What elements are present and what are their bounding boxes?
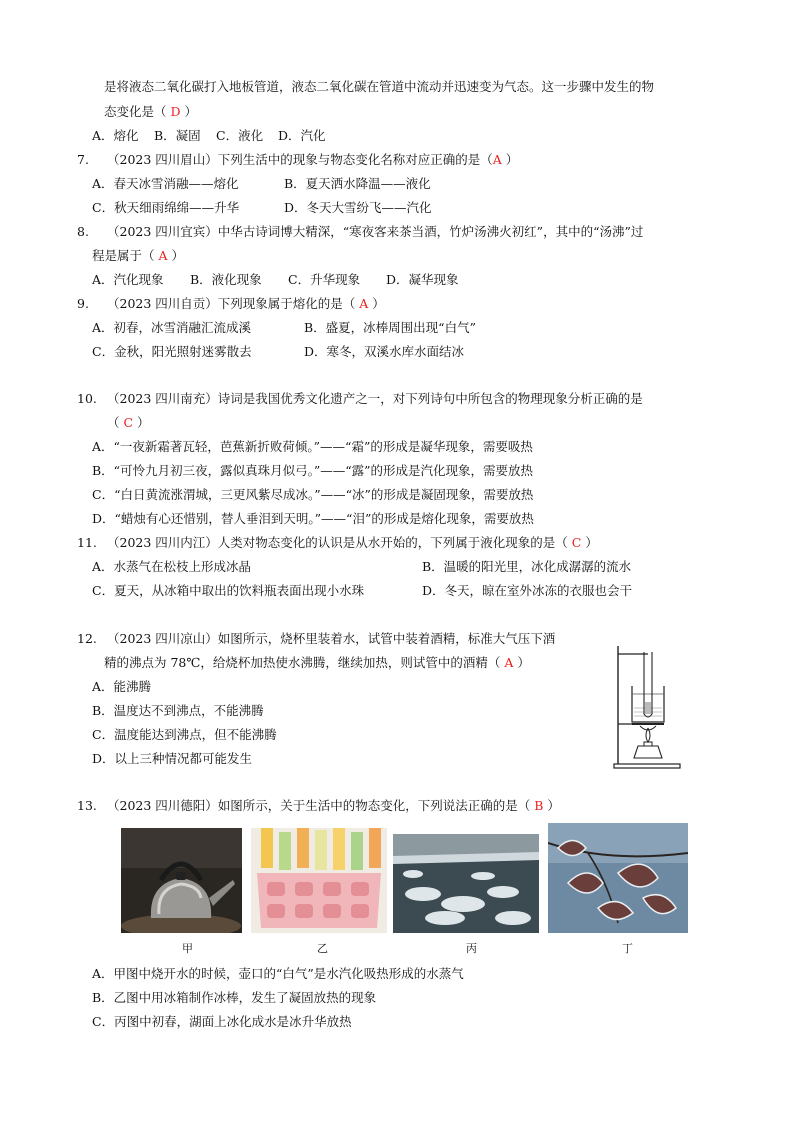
option: C．丙图中初春，湖面上冰化成水是冰升华放热 — [92, 1014, 352, 1029]
question-number: 13. — [77, 798, 97, 813]
answer-mark: C — [123, 415, 134, 430]
question-8-stem: 8. （2023 四川宜宾）中华古诗词博大精深，“寒夜客来茶当酒，竹炉汤沸火初红”，其中的“汤沸”过 — [77, 224, 644, 239]
option: B．凝固 — [154, 128, 201, 143]
option: D．凝华现象 — [386, 272, 459, 287]
option: B．“可怜九月初三夜，露似真珠月似弓。”——“露”的形成是汽化现象，需要放热 — [92, 463, 533, 478]
answer-mark: A — [359, 296, 369, 311]
options-row — [92, 199, 432, 217]
option: A．春天冰雪消融——熔化 — [92, 176, 239, 191]
question-10-stem: 10. （2023 四川南充）诗词是我国优秀文化遗产之一，对下列诗句中所包含的物理现象分析正确的是 — [77, 391, 643, 406]
answer-mark: C — [571, 535, 582, 550]
question-9-stem: 9. （2023 四川自贡）下列现象属于熔化的是（ A ） — [77, 296, 385, 311]
question-number: 11. — [77, 535, 97, 550]
options-row — [92, 271, 459, 289]
answer-mark: A — [492, 152, 502, 167]
question-11-stem: 11. （2023 四川内江）人类对物态变化的认识是从水开始的，下列属于液化现象的是（ C ） — [77, 535, 598, 550]
question-continuation-line1: 是将液态二氧化碳打入地板管道，液态二氧化碳在管道中流动并迅速变为气态。这一步骤中发生的物 — [104, 79, 655, 94]
kettle-photo — [121, 828, 242, 933]
question-number: 12. — [77, 631, 97, 646]
question-number: 8. — [77, 224, 89, 239]
lake-ice-photo — [393, 834, 539, 933]
option: C．温度能达到沸点，但不能沸腾 — [92, 727, 277, 742]
question-13-stem: 13. （2023 四川德阳）如图所示，关于生活中的物态变化，下列说法正确的是（ B ） — [77, 798, 560, 813]
option: A．甲图中烧开水的时候，壶口的“白气”是水汽化吸热形成的水蒸气 — [92, 966, 464, 981]
question-continuation-line2: 态变化是（ D ） — [104, 104, 197, 119]
option: C．“白日黄流涨渭城，三更风紫尽成冰。”——“冰”的形成是凝固现象，需要放热 — [92, 487, 534, 502]
answer-mark: D — [170, 104, 181, 119]
caption-jia: 甲 — [182, 942, 193, 955]
option: C．金秋，阳光照射迷雾散去 — [92, 344, 252, 359]
option: A．能沸腾 — [92, 679, 152, 694]
option: B．液化现象 — [190, 272, 262, 287]
popsicle-photo — [251, 828, 387, 933]
answer-mark: A — [504, 655, 514, 670]
options-row — [92, 582, 632, 600]
option: A．“一夜新霜著瓦轻，芭蕉新折败荷倾。”——“霜”的形成是凝华现象，需要吸热 — [92, 439, 533, 454]
option: D．汽化 — [278, 128, 326, 143]
option: D．寒冬，双溪水库水面结冰 — [304, 344, 465, 359]
options-row — [92, 558, 631, 576]
option: D．冬天，晾在室外冰冻的衣服也会干 — [422, 583, 633, 598]
option: B．温暖的阳光里，冰化成潺潺的流水 — [422, 559, 632, 574]
option: A．水蒸气在松枝上形成冰晶 — [92, 559, 252, 574]
option: B．盛夏，冰棒周围出现“白气” — [304, 320, 476, 335]
answer-mark: B — [534, 798, 544, 813]
option: D．冬天大雪纷飞——汽化 — [284, 200, 432, 215]
question-7-stem: 7. （2023 四川眉山）下列生活中的现象与物态变化名称对应正确的是（A ） — [77, 152, 519, 167]
option: A．汽化现象 — [92, 272, 164, 287]
question-number: 7. — [77, 152, 89, 167]
question-10-stem-line2: （ C ） — [107, 415, 150, 430]
option: B．温度达不到沸点，不能沸腾 — [92, 703, 264, 718]
question-12-stem: 12. （2023 四川凉山）如图所示，烧杯里装着水，试管中装着酒精，标准大气压下酒 — [77, 631, 556, 646]
caption-yi: 乙 — [317, 942, 328, 955]
option: C．夏天，从冰箱中取出的饮料瓶表面出现小水珠 — [92, 583, 365, 598]
caption-bing: 丙 — [466, 942, 477, 955]
option: C．升华现象 — [288, 272, 361, 287]
options-row — [92, 175, 431, 193]
option: C．秋天细雨绵绵——升华 — [92, 200, 240, 215]
options-row — [92, 319, 476, 337]
answer-mark: A — [158, 248, 168, 263]
boiling-apparatus-figure — [608, 642, 688, 772]
frost-leaves-photo — [548, 823, 688, 933]
question-number: 9. — [77, 296, 89, 311]
question-12-stem-line2: 精的沸点为 78℃，给烧杯加热使水沸腾，继续加热，则试管中的酒精（ A ） — [104, 655, 530, 670]
option: B．夏天洒水降温——液化 — [284, 176, 431, 191]
option: D．“蜡烛有心还惜别，替人垂泪到天明。”——“泪”的形成是熔化现象，需要放热 — [92, 511, 534, 526]
option: B．乙图中用冰箱制作冰棒，发生了凝固放热的现象 — [92, 990, 377, 1005]
options-row — [92, 127, 326, 145]
options-row — [92, 343, 464, 361]
caption-ding: 丁 — [622, 942, 633, 955]
option: C．液化 — [216, 128, 264, 143]
question-8-stem-line2: 程是属于（ A ） — [92, 248, 184, 263]
option: A．初春，冰雪消融汇流成溪 — [92, 320, 252, 335]
option: D．以上三种情况都可能发生 — [92, 751, 253, 766]
question-number: 10. — [77, 391, 97, 406]
option: A．熔化 — [92, 128, 139, 143]
